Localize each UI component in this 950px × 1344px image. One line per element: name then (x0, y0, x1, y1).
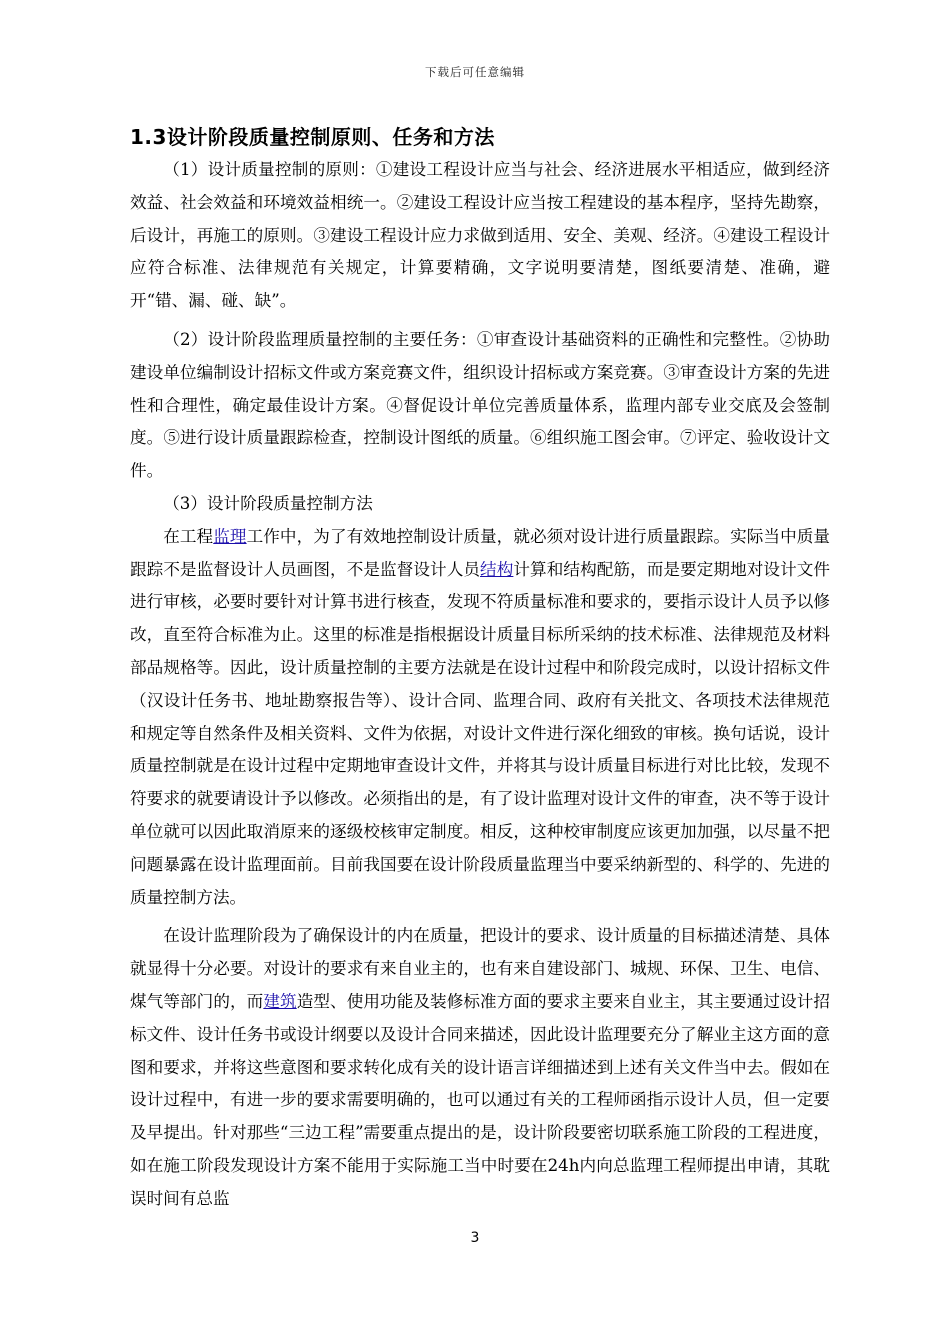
link-supervision[interactable]: 监理 (213, 526, 247, 546)
text-segment: 计算和结构配筋，而是要定期地对设计文件进行审核，必要时要针对计算书进行核查，发现不符质量标准和要求的，要指示设计人员予以修改，直至符合标准为止。这里的标准是指根据设计质量目标所采纳的技术标准、法律规范及材料部品规格等。因此，设计质量控制的主要方法就是在设计过程中和阶段完成时，以设计招标文件（汉设计任务书、地址勘察报告等）、设计合同、监理合同、政府有关批文、各项技术法律规范和规定等自然条件及相关资料、文件为依据，对设计文件进行深化细致的审核。换句话说，设计质量控制就是在设计过程中定期地审查设计文件，并将其与设计质量目标进行对比比较，发现不符要求的就要请设计予以修改。必须指出的是，有了设计监理对设计文件的审查，决不等于设计单位就可以因此取消原来的逐级校核审定制度。相反，这种校审制度应该更加加强，以尽量不把问题暴露在设计监理面前。目前我国要在设计阶段质量监理当中要采纳新型的、科学的、先进的质量控制方法。 (130, 559, 831, 907)
paragraph-supervision-stage (130, 920, 830, 1215)
paragraph-methods-heading: （3）设计阶段质量控制方法 (163, 493, 373, 513)
text-segment: 造型、使用功能及装修标准方面的要求主要来自业主，其主要通过设计招标文件、设计任务书或设计纲要以及设计合同来描述，因此设计监理要充分了解业主这方面的意图和要求，并将这些意图和要求转化成有关的设计语言详细描述到上述有关文件当中去。假如在设计过程中，有进一步的要求需要明确的，也可以通过有关的工程师函指示设计人员，但一定要及早提出。针对那些“三边工程”需要重点提出的是，设计阶段要密切联系施工阶段的工程进度，如在施工阶段发现设计方案不能用于实际施工当中时要在24h内向总监理工程师提出申请，其耽误时间有总监 (130, 991, 831, 1208)
text-segment: 在工程 (163, 526, 214, 546)
text-segment: 在设计监理阶段为了确保设计的内在质量，把设计的要求、设计质量的目标描述清楚、具体就显得十分必要。对设计的要求有来自业主的，也有来自建设部门、城规、环保、卫生、电信、煤气等部门的，而 (130, 926, 830, 1011)
text-segment: 工作中，为了有效地控制设计质量，就必须对设计进行质量跟踪。实际当中质量跟踪不是监督设计人员画图，不是监督设计人员 (130, 526, 831, 579)
link-architecture[interactable]: 建筑 (263, 991, 297, 1011)
page-number: 3 (470, 1230, 480, 1246)
paragraph-methods (130, 521, 830, 915)
body-text (130, 154, 830, 1216)
paragraph-tasks: （2）设计阶段监理质量控制的主要任务：①审查设计基础资料的正确性和完整性。②协助建设单位编制设计招标文件或方案竞赛文件，组织设计招标或方案竞赛。③审查设计方案的先进性和合理性，确定最佳设计方案。④督促设计单位完善质量体系，监理内部专业交底及会签制度。⑤进行设计质量跟踪检查，控制设计图纸的质量。⑥组织施工图会审。⑦评定、验收设计文件。 (130, 329, 830, 481)
section-title: 1.3设计阶段质量控制原则、任务和方法 (130, 125, 495, 149)
paragraph-principles: （1）设计质量控制的原则：①建设工程设计应当与社会、经济进展水平相适应，做到经济效益、社会效益和环境效益相统一。②建设工程设计应当按工程建设的基本程序，坚持先勘察，后设计，再施工的原则。③建设工程设计应力求做到适用、安全、美观、经济。④建设工程设计应符合标准、法律规范有关规定，计算要精确，文字说明要清楚，图纸要清楚、准确，避开“错、漏、碰、缺”。 (130, 160, 830, 311)
link-structure[interactable]: 结构 (480, 559, 514, 579)
page-header: 下载后可任意编辑 (425, 65, 525, 79)
